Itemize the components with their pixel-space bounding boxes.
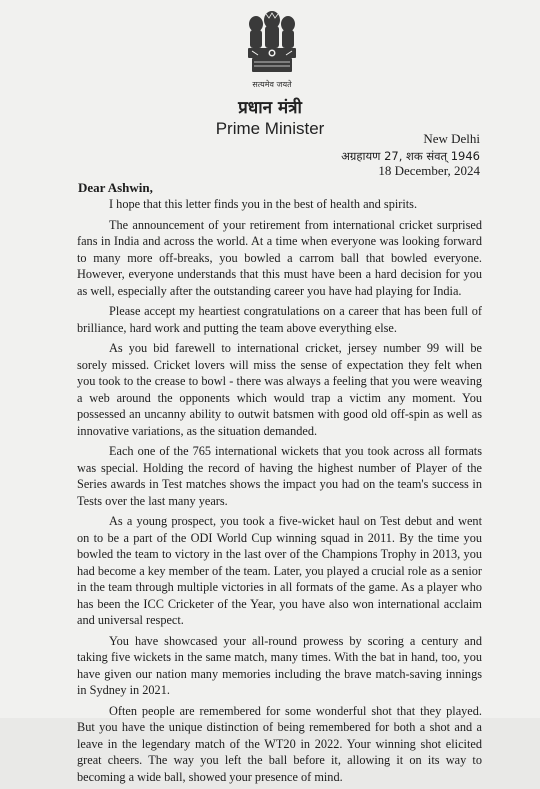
letter-body — [77, 196, 482, 789]
emblem-motto: सत्यमेव जयते — [252, 80, 292, 89]
letter-paragraph: As a young prospect, you took a five-wicket haul on Test debut and went on to be a part of the ODI World Cup winning squad in 2011. By the time you bowled the team to victory in the last over of the Champions Trophy in 2013, you had become a key member of the team. Later, you played a crucial role as a senior in the team through multiple victories in all formats of the game. As a player who has been the ICC Cricketer of the Year, you have also won international acclaim and universal respect. — [77, 514, 482, 627]
letter-paragraph: Each one of the 765 international wickets that you took across all formats was special. Holding the record of having the highest number of Player of the Series awards in Test matches shows the impact you had on the team's success in Tests over the last many years. — [77, 444, 482, 508]
letter-date-english: 18 December, 2024 — [378, 163, 480, 178]
letter-paragraph: You have showcased your all-round prowess by scoring a century and taking five wickets in the same match, many times. With the bat in hand, too, you have given our nation many memories including the brave match-saving innings in Sydney in 2021. — [77, 633, 482, 697]
letter-paragraph: As you bid farewell to international cricket, jersey number 99 will be sorely missed. Cricket lovers will miss the sense of expectation they felt when you took to the crease to bowl - there was always a feeling that you were weaving a web around the opponents which would trap a victim any moment. You possessed an uncanny ability to outwit batsmen with good old off-spin as well as innovative variations, as the situation demanded. — [77, 341, 482, 438]
letter-paragraph: Often people are remembered for some wonderful shot that they played. But you have the unique distinction of being remembered for both a shot and a leave in the legendary match of the WT20 in 2022. Your winning shot elicited great cheers. The way you left the ball before it, allowing it on its way to becoming a wide ball, showed your presence of mind. — [77, 703, 482, 784]
letter-date-hindi: अग्रहायण 27, शक संवत् 1946 — [341, 149, 480, 163]
national-emblem-icon — [244, 6, 300, 82]
letter-paragraph: Please accept my heartiest congratulations on a career that has been full of brilliance, hard work and putting the team above everything else. — [77, 304, 482, 335]
letter-paragraph: The announcement of your retirement from international cricket surprised fans in India and across the world. At a time when everyone was looking forward to many more off-breaks, you bowled a carrom ball that bowled everyone. However, everyone understands that this must have been a hard decision for you as well, especially after the outstanding career you have had playing for India. — [77, 217, 482, 298]
letterhead-title-english: Prime Minister — [215, 119, 325, 138]
letterhead-title-hindi: प्रधान मंत्री — [238, 98, 302, 118]
letter-place: New Delhi — [423, 131, 480, 146]
letter-salutation: Dear Ashwin, — [78, 180, 153, 195]
letter-paragraph: I hope that this letter finds you in the best of health and spirits. — [109, 197, 418, 211]
